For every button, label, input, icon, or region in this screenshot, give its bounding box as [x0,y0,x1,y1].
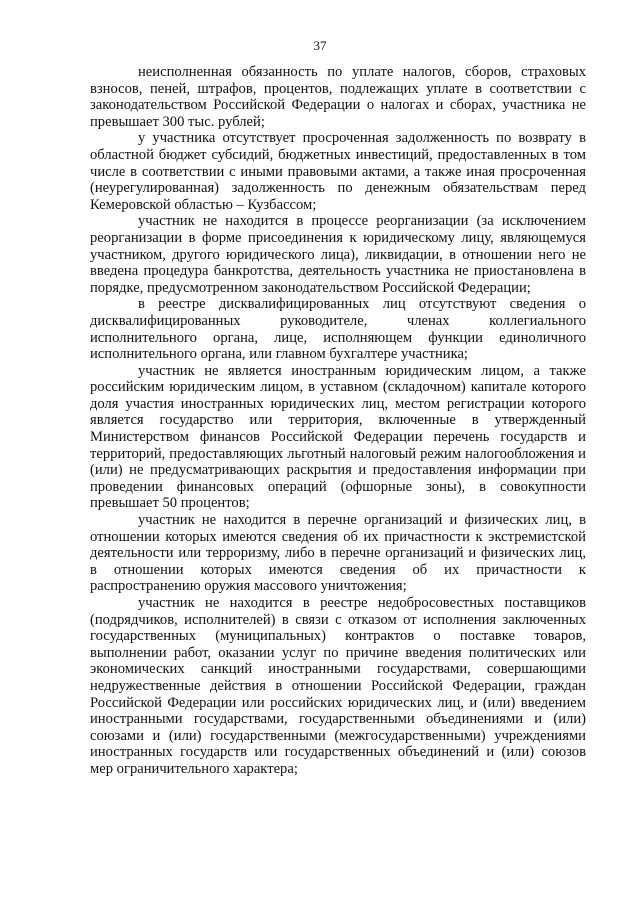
paragraph-unscrupulous-suppliers: участник не находится в реестре недобросовестных поставщиков (подрядчиков, исполнителей) в связи с отказом от исполнения заключенных государственных (муниципальных) контрактов о поставке товаров, выполнении работ, оказании услуг по причине введения политических или экономических санкций иностранными государствами, совершающими недружественные действия в отношении Российской Федерации, граждан Российской Федерации или российских юридических лиц, и (или) введением иностранными государствами, государственными объединениями и (или) союзами и (или) государственными (межгосударственными) учреждениями иностранных государств или государственных объединений и (или) союзов мер ограничительного характера; [90,595,586,777]
paragraph-tax-arrears: неисполненная обязанность по уплате налогов, сборов, страховых взносов, пеней, штрафов, процентов, подлежащих уплате в соответствии с законодательством Российской Федерации о налогах и сборах, участника не превышает 300 тыс. рублей; [90,64,586,130]
paragraph-reorganization: участник не находится в процессе реорганизации (за исключением реорганизации в форме присоединения к юридическому лицу, являющемуся участником, другого юридического лица), ликвидации, в отношении него не введена процедура банкротства, деятельность участника не приостановлена в порядке, предусмотренном законодательством Российской Федерации; [90,213,586,296]
paragraph-disqualified-persons: в реестре дисквалифицированных лиц отсутствуют сведения о дисквалифицированных руководителе, членах коллегиального исполнительного органа, лице, исполняющем функции единоличного исполнительного органа, или главном бухгалтере участника; [90,296,586,363]
paragraph-extremism-list: участник не находится в перечне организаций и физических лиц, в отношении которых имеются сведения об их причастности к экстремистской деятельности или терроризму, либо в перечне организаций и физических лиц, в отношении которых имеются сведения об их причастности к распространению оружия массового уничтожения; [90,512,586,595]
paragraph-budget-debt: у участника отсутствует просроченная задолженность по возврату в областной бюджет субсидий, бюджетных инвестиций, предоставленных в том числе в соответствии с иными правовыми актами, а также иная просроченная (неурегулированная) задолженность по денежным обязательствам перед Кемеровской областью – Кузбассом; [90,130,586,213]
page-number: 37 [313,38,327,53]
paragraph-foreign-entity: участник не является иностранным юридическим лицом, а также российским юридическим лицом, в уставном (складочном) капитале которого доля участия иностранных юридических лиц, местом регистрации которого является государство или территория, включенные в утвержденный Министерством финансов Российской Федерации перечень государств и территорий, предоставляющих льготный налоговый режим налогообложения и (или) не предусматривающих раскрытия и предоставления информации при проведении финансовых операций (офшорные зоны), в совокупности превышает 50 процентов; [90,362,586,512]
document-body [90,64,586,778]
